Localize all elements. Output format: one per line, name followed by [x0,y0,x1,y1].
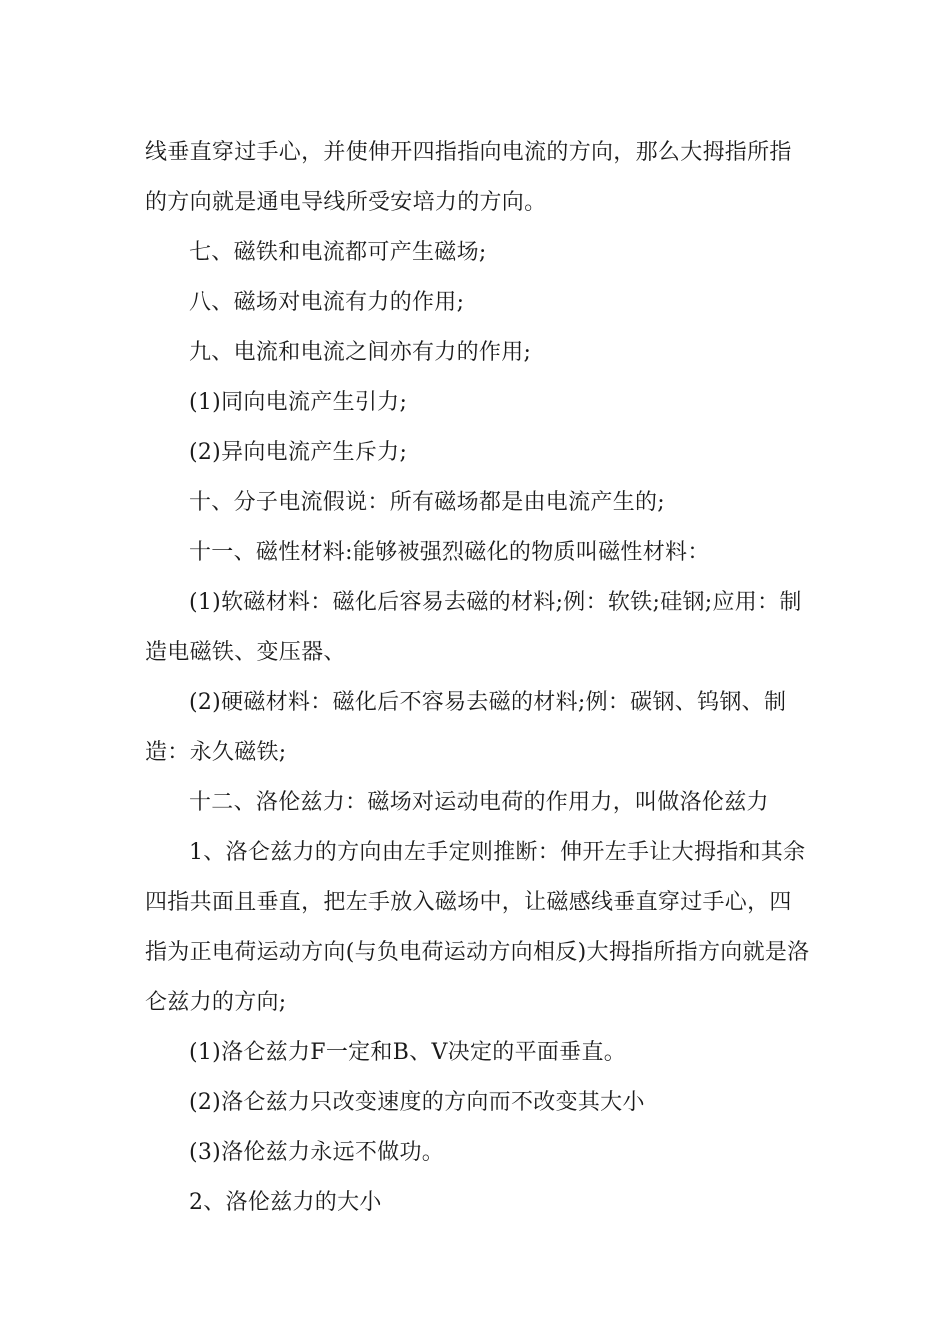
paragraph-opposite-direction-current: (2)异向电流产生斥力; [189,440,408,465]
paragraph-item-ten: 十、分子电流假说：所有磁场都是由电流产生的; [189,490,666,515]
document-body [145,128,810,1228]
paragraph-ampere-force-direction: 线垂直穿过手心，并使伸开四指指向电流的方向，那么大拇指所指的方向就是通电导线所受安培力的方向。 [145,140,792,215]
paragraph-soft-magnetic-material: (1)软磁材料：磁化后容易去磁的材料;例：软铁;硅钢;应用：制造电磁铁、变压器、 [145,590,802,665]
paragraph-lorentz-no-work: (3)洛伦兹力永远不做功。 [189,1140,445,1165]
paragraph-item-nine: 九、电流和电流之间亦有力的作用; [189,340,532,365]
paragraph-item-twelve: 十二、洛伦兹力：磁场对运动电荷的作用力，叫做洛伦兹力 [189,790,769,815]
paragraph-lorentz-speed: (2)洛仑兹力只改变速度的方向而不改变其大小 [189,1090,645,1115]
paragraph-hard-magnetic-material: (2)硬磁材料：磁化后不容易去磁的材料;例：碳钢、钨钢、制造：永久磁铁; [145,690,787,765]
paragraph-item-eleven: 十一、磁性材料:能够被强烈磁化的物质叫磁性材料： [189,540,710,565]
paragraph-item-eight: 八、磁场对电流有力的作用; [189,290,465,315]
paragraph-lorentz-magnitude: 2、洛伦兹力的大小 [189,1190,382,1215]
paragraph-item-seven: 七、磁铁和电流都可产生磁场; [189,240,487,265]
paragraph-lorentz-direction: 1、洛仑兹力的方向由左手定则推断：伸开左手让大拇指和其余四指共面且垂直，把左手放入磁场中，让磁感线垂直穿过手心，四指为正电荷运动方向(与负电荷运动方向相反)大拇指所指方向就是洛仑兹力的方向; [145,840,810,1015]
paragraph-lorentz-perpendicular: (1)洛仑兹力F一定和B、V决定的平面垂直。 [189,1040,627,1065]
paragraph-same-direction-current: (1)同向电流产生引力; [189,390,408,415]
